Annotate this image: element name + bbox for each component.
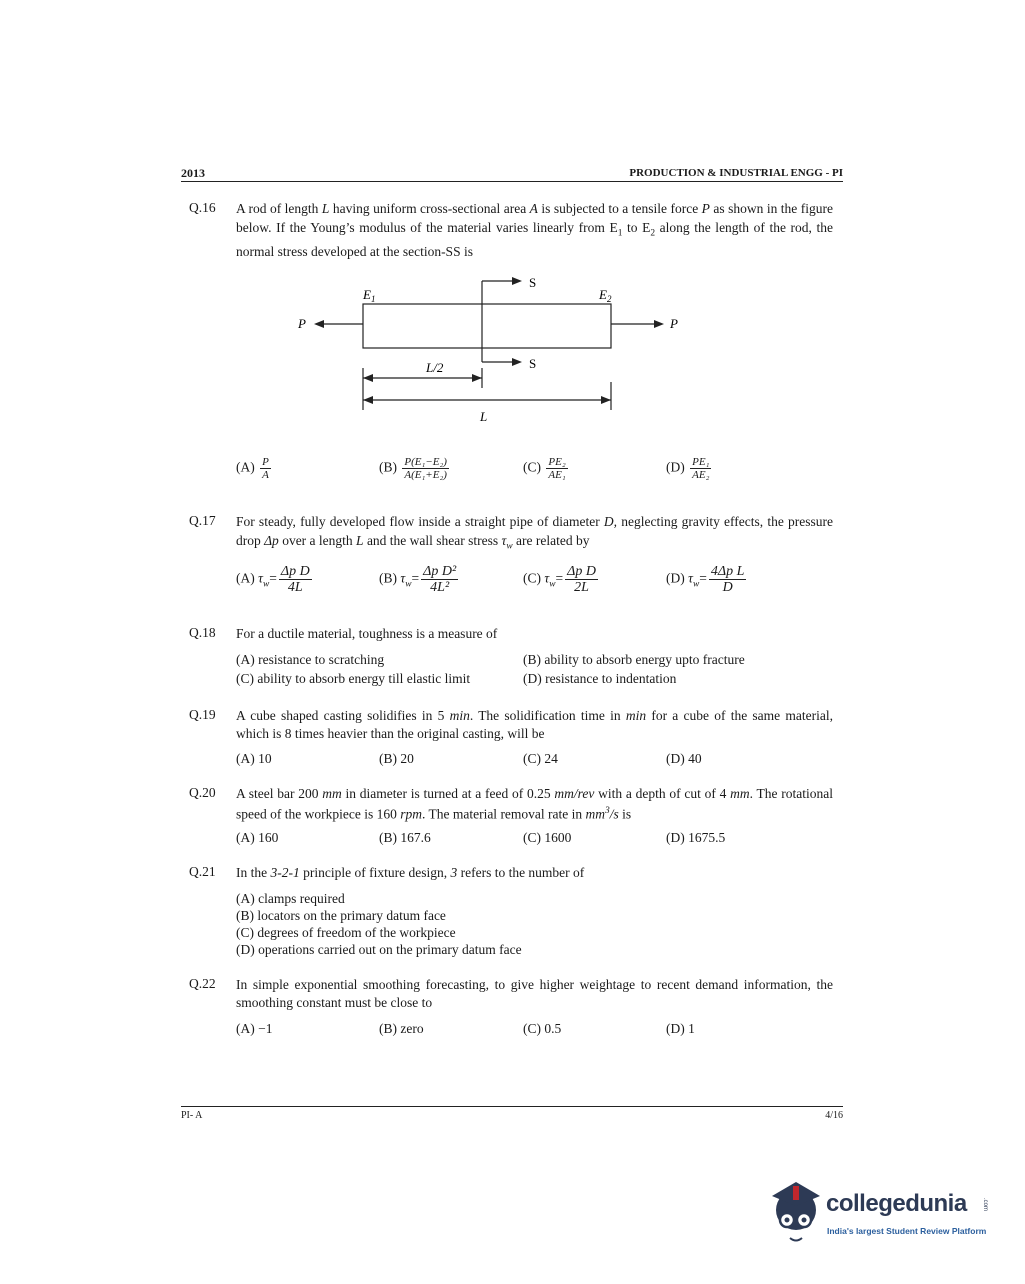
q17-option-a[interactable]: (A) $\tau_w=$ $\frac{\text{Δp D}}{4L}$ <box>236 564 310 595</box>
e1-label: $E_1$ <box>363 287 376 304</box>
q22-option-b[interactable]: (B) zero <box>379 1021 424 1036</box>
brand-name: collegedunia <box>826 1190 967 1217</box>
q21-text: In the 3-2-1 principle of fixture design, 3 refers to the number of <box>236 865 585 880</box>
q16-option-a[interactable]: (A) $\frac{P}{A}$ <box>236 456 269 481</box>
s-top-label: S <box>529 275 537 290</box>
p-left-arrow <box>314 320 324 328</box>
q21-number: Q.21 <box>189 864 216 879</box>
q16-option-d[interactable]: (D) $\frac{\text{PE₁}}{\text{AE₂}}$ <box>666 456 710 481</box>
q17-option-b[interactable]: (B) $\tau_w=$ $\frac{\text{Δp D²}}{\text{4L²}}$ <box>379 564 457 595</box>
q20-option-b[interactable]: (B) 167.6 <box>379 830 431 845</box>
footer-left: PI- A <box>181 1110 203 1121</box>
q22-number: Q.22 <box>189 976 216 991</box>
q18-number: Q.18 <box>189 625 216 640</box>
brand-tagline: India's largest Student Review Platform <box>827 1226 987 1236</box>
q18-option-a[interactable]: (A) resistance to scratching <box>236 652 385 667</box>
q21-option-a[interactable]: (A) clamps required <box>236 891 345 906</box>
q20-text: A steel bar 200 mm in diameter is turned at a feed of 0.25 mm/rev with a depth of cut of 4 mm. The rotational speed of the workpiece is 160 rpm. The material removal rate in $mm^3/s$ is <box>236 786 833 821</box>
q19-option-d[interactable]: (D) 40 <box>666 751 702 766</box>
q16-number: Q.16 <box>189 200 216 215</box>
header-paper: PRODUCTION & INDUSTRIAL ENGG - PI <box>629 167 843 179</box>
q22-option-d[interactable]: (D) 1 <box>666 1021 695 1036</box>
q17-option-c[interactable]: (C) $\tau_w=$ $\frac{\text{Δp D}}{2L}$ <box>523 564 596 595</box>
q20-option-d[interactable]: (D) 1675.5 <box>666 830 726 845</box>
q20-number: Q.20 <box>189 785 216 800</box>
q19-option-b[interactable]: (B) 20 <box>379 751 414 766</box>
rod-rectangle <box>363 304 611 348</box>
q18-text: For a ductile material, toughness is a measure of <box>236 626 498 641</box>
p-right-arrow <box>654 320 664 328</box>
q19-option-c[interactable]: (C) 24 <box>523 751 558 766</box>
q22-option-c[interactable]: (C) 0.5 <box>523 1021 562 1036</box>
q17-text: For steady, fully developed flow inside a straight pipe of diameter D, neglecting gravity effects, the pressure drop Δp over a length L and the wall shear stress $\tau_w$ are related by <box>236 514 834 552</box>
q16-option-c[interactable]: (C) $\frac{\text{PE₂}}{\text{AE₁}}$ <box>523 456 566 481</box>
q21-option-c[interactable]: (C) degrees of freedom of the workpiece <box>236 925 456 940</box>
q18-option-d[interactable]: (D) resistance to indentation <box>523 671 677 686</box>
q20-option-c[interactable]: (C) 1600 <box>523 830 572 845</box>
brand-logo[interactable] <box>766 1178 996 1258</box>
length-label: L <box>480 409 488 424</box>
q17-number: Q.17 <box>189 513 216 528</box>
q19-option-a[interactable]: (A) 10 <box>236 751 272 766</box>
q22-option-a[interactable]: (A) −1 <box>236 1021 273 1036</box>
q21-option-d[interactable]: (D) operations carried out on the primary datum face <box>236 942 522 957</box>
half-length-label: L/2 <box>426 360 444 375</box>
mascot-icon <box>766 1178 826 1250</box>
e2-label: $E_2$ <box>599 287 612 304</box>
header-year: 2013 <box>181 166 205 180</box>
q18-option-b[interactable]: (B) ability to absorb energy upto fracture <box>523 652 745 667</box>
s-top-arrow <box>512 277 522 285</box>
q20-option-a[interactable]: (A) 160 <box>236 830 279 845</box>
q17-option-d[interactable]: (D) $\tau_w=$ $\frac{\text{4Δp L}}{D}$ <box>666 564 745 595</box>
q18-option-c[interactable]: (C) ability to absorb energy till elastic limit <box>236 671 471 686</box>
brand-suffix: .com <box>982 1198 988 1212</box>
footer-rule <box>181 1106 843 1107</box>
q19-number: Q.19 <box>189 707 216 722</box>
q19-text: A cube shaped casting solidifies in 5 min. The solidification time in min for a cube of the same material, which is 8 times heavier than the original casting, will be <box>236 708 833 741</box>
q22-text: In simple exponential smoothing forecasting, to give higher weightage to recent demand information, the smoothing constant must be close to <box>236 977 833 1010</box>
p-left-label: P <box>298 316 306 331</box>
header-rule <box>181 181 843 182</box>
q16-option-b[interactable]: (B) $\frac{\text{P(E₁−E₂)}}{\text{A(E₁+E₂)}}$ <box>379 456 447 481</box>
q16-text: A rod of length L having uniform cross-sectional area A is subjected to a tensile force P as shown in the figure below. If the Young’s modulus of the material varies linearly from $E_1$ to $E_2$ along the length of the rod, the normal stress developed at the section-SS is <box>236 201 833 259</box>
s-bottom-label: S <box>529 356 537 371</box>
p-right-label: P <box>670 316 678 331</box>
s-bottom-arrow <box>512 358 522 366</box>
q21-option-b[interactable]: (B) locators on the primary datum face <box>236 908 446 923</box>
footer-page: 4/16 <box>825 1110 843 1121</box>
q16-rod-figure <box>290 270 690 430</box>
